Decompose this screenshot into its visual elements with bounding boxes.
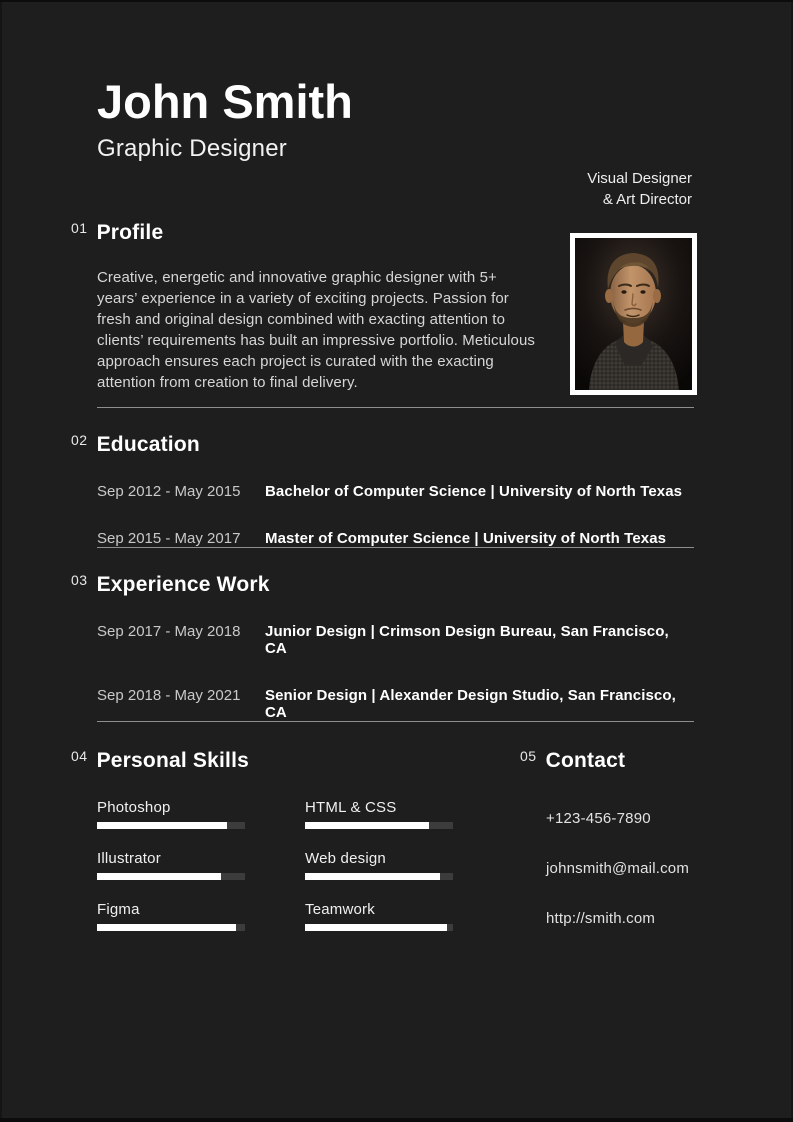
section-title-contact: Contact: [545, 749, 626, 773]
contact-heading: [520, 749, 694, 773]
skill-progress-track: [305, 873, 453, 880]
skill-progress-fill: [97, 822, 227, 829]
experience-item: [97, 623, 694, 657]
skill-progress-fill: [305, 873, 440, 880]
section-number-experience: 03: [71, 572, 88, 589]
skill-label: Web design: [305, 850, 386, 868]
tagline: [587, 168, 692, 210]
bottom-area: [71, 748, 694, 931]
education-description: Bachelor of Computer Science | University of North Texas: [265, 483, 683, 501]
tagline-line1: Visual Designer: [587, 170, 692, 187]
divider: [97, 407, 694, 408]
section-title-skills: Personal Skills: [96, 749, 249, 773]
portrait-illustration: [575, 238, 692, 390]
person-name: John Smith: [97, 75, 353, 128]
skill-progress-track: [305, 822, 453, 829]
education-dates: Sep 2012 - May 2015: [97, 483, 241, 501]
contact-item[interactable]: johnsmith@mail.com: [546, 860, 690, 878]
education-description: Master of Computer Science | University of North Texas: [265, 530, 667, 548]
skill-label: Photoshop: [97, 799, 171, 817]
skill-progress-fill: [305, 822, 429, 829]
education-item: [97, 483, 694, 500]
experience-dates: Sep 2018 - May 2021: [97, 687, 241, 705]
divider: [97, 547, 694, 548]
tagline-line2: & Art Director: [602, 191, 692, 208]
skill-item: [305, 901, 453, 931]
section-title-experience: Experience Work: [96, 573, 270, 597]
skill-progress-fill: [305, 924, 447, 931]
experience-item: [97, 687, 694, 721]
section-number-profile: 01: [71, 220, 88, 237]
skill-item: [97, 850, 245, 880]
experience-dates: Sep 2017 - May 2018: [97, 623, 241, 641]
section-contact: [520, 748, 694, 931]
section-experience: [71, 572, 694, 722]
section-number-skills: 04: [71, 748, 88, 765]
header: [97, 74, 694, 163]
skills-grid: [97, 799, 453, 931]
contact-item[interactable]: +123-456-7890: [546, 810, 651, 828]
skill-item: [97, 799, 245, 829]
education-dates: Sep 2015 - May 2017: [97, 530, 241, 548]
section-number-contact: 05: [520, 748, 537, 765]
section-profile: [71, 220, 694, 407]
skills-heading: [71, 749, 453, 773]
skill-progress-track: [97, 822, 245, 829]
experience-list: [97, 623, 694, 721]
skill-label: Teamwork: [305, 901, 375, 919]
skill-label: HTML & CSS: [305, 799, 397, 817]
job-title: Graphic Designer: [97, 135, 287, 163]
education-item: [97, 530, 694, 547]
section-skills: [71, 748, 453, 931]
skill-item: [305, 850, 453, 880]
divider: [97, 721, 694, 722]
profile-paragraph: Creative, energetic and innovative graphic designer with 5+ years’ experience in a variety of exciting projects. Passion for fresh and original design combined with exacting attention to clients’ requirements has built an impressive portfolio. Meticulous approach ensures each project is curated with the exacting attention from creation to final delivery.: [97, 269, 536, 392]
education-list: [97, 483, 694, 547]
skill-item: [97, 901, 245, 931]
skill-progress-fill: [97, 873, 221, 880]
contact-item[interactable]: http://smith.com: [546, 910, 656, 928]
skill-progress-track: [97, 873, 245, 880]
experience-heading: [71, 573, 694, 597]
section-education: [71, 432, 694, 548]
skill-progress-fill: [97, 924, 236, 931]
skill-label: Figma: [97, 901, 140, 919]
experience-description: Senior Design | Alexander Design Studio, San Francisco, CA: [265, 687, 676, 722]
experience-description: Junior Design | Crimson Design Bureau, San Francisco, CA: [265, 623, 669, 658]
section-title-education: Education: [96, 433, 200, 457]
skill-item: [305, 799, 453, 829]
education-heading: [71, 433, 694, 457]
section-title-profile: Profile: [96, 221, 164, 245]
skill-progress-track: [305, 924, 453, 931]
skill-label: Illustrator: [97, 850, 161, 868]
contact-list: [546, 810, 694, 927]
profile-photo: [570, 233, 697, 395]
section-number-education: 02: [71, 432, 88, 449]
skill-progress-track: [97, 924, 245, 931]
